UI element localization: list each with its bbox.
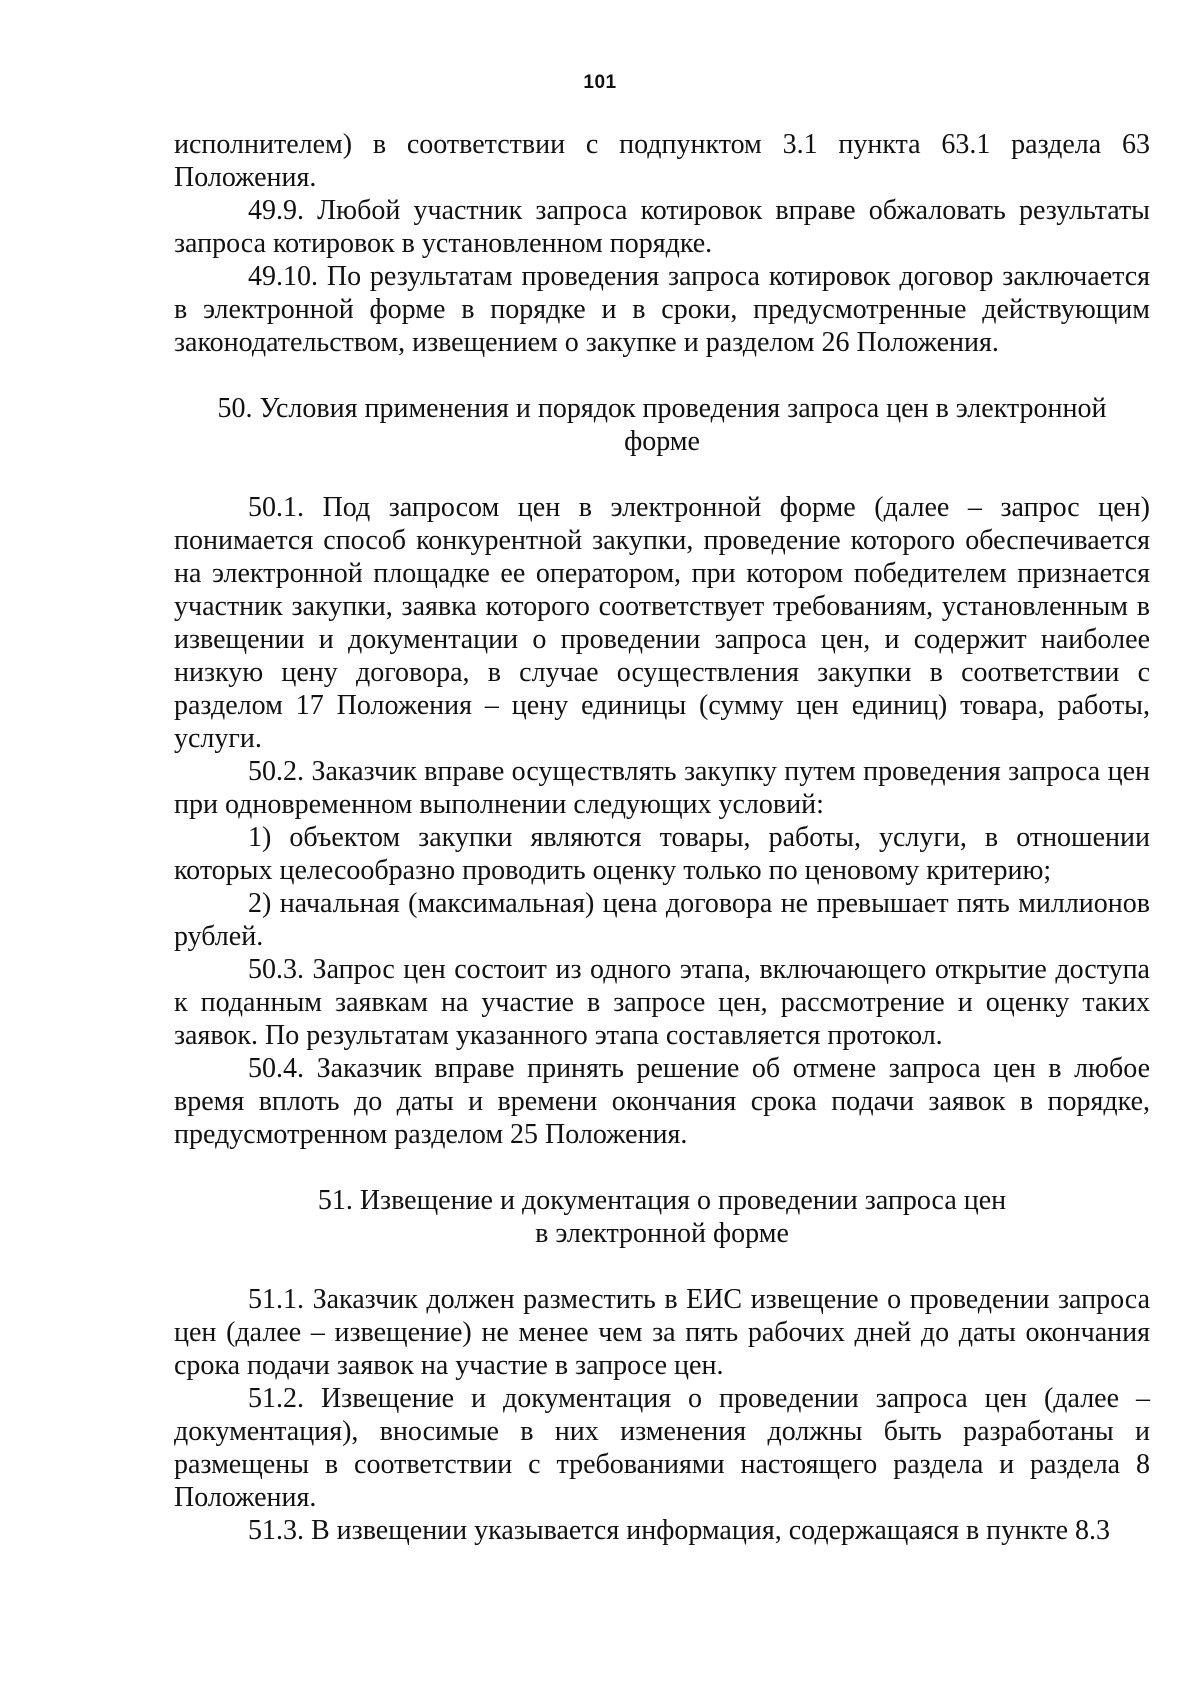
section-51-heading-line-2: в электронной форме	[535, 1218, 789, 1249]
paragraph-50-3: 50.3. Запрос цен состоит из одного этапа, включающего открытие доступа к поданным заявкам на участие в запросе цен, рассмотрение и оценку таких заявок. По результатам указанного этапа составляется протокол.	[174, 954, 1150, 1051]
paragraph-49-10: 49.10. По результатам проведения запроса котировок договор заключается в электронной форме в порядке и в сроки, предусмотренные действующим законодательством, извещением о закупке и разделом 26 Положения.	[174, 261, 1150, 358]
paragraph-51-2: 51.2. Извещение и документация о проведении запроса цен (далее – документация), вносимые в них изменения должны быть разработаны и размещены в соответствии с требованиями настоящего раздела и раздела 8 Положения.	[174, 1383, 1150, 1513]
section-50-heading-line-1: 50. Условия применения и порядок проведения запроса цен в электронной	[217, 393, 1107, 424]
paragraph-50-2: 50.2. Заказчик вправе осуществлять закупку путем проведения запроса цен при одновременном выполнении следующих условий:	[174, 756, 1150, 820]
paragraph-51-1: 51.1. Заказчик должен разместить в ЕИС извещение о проведении запроса цен (далее – извещение) не менее чем за пять рабочих дней до даты окончания срока подачи заявок на участие в запросе цен.	[174, 1284, 1150, 1381]
paragraph-50-4: 50.4. Заказчик вправе принять решение об отмене запроса цен в любое время вплоть до даты и времени окончания срока подачи заявок в порядке, предусмотренном разделом 25 Положения.	[174, 1053, 1150, 1150]
section-51-heading	[174, 1184, 1150, 1250]
paragraph-50-1: 50.1. Под запросом цен в электронной форме (далее – запрос цен) понимается способ конкурентной закупки, проведение которого обеспечивается на электронной площадке ее оператором, при котором победителем признается участник закупки, заявка которого соответствует требованиям, установленным в извещении и документации о проведении запроса цен, и содержит наиболее низкую цену договора, в случае осуществления закупки в соответствии с разделом 17 Положения – цену единицы (сумму цен единиц) товара, работы, услуги.	[174, 492, 1150, 754]
paragraph-50-2-item-1: 1) объектом закупки являются товары, работы, услуги, в отношении которых целесообразно проводить оценку только по ценовому критерию;	[174, 822, 1150, 886]
section-50-heading	[174, 392, 1150, 458]
paragraph-continuation: исполнителем) в соответствии с подпунктом 3.1 пункта 63.1 раздела 63 Положения.	[174, 129, 1150, 193]
page-number: 101	[583, 72, 617, 93]
paragraph-50-2-item-2: 2) начальная (максимальная) цена договора не превышает пять миллионов рублей.	[174, 888, 1150, 952]
section-51-heading-line-1: 51. Извещение и документация о проведении запроса цен	[317, 1185, 1007, 1216]
section-50-heading-line-2: форме	[624, 426, 700, 457]
paragraph-51-3: 51.3. В извещении указывается информация, содержащаяся в пункте 8.3	[248, 1515, 1111, 1546]
document-body	[174, 128, 1150, 1547]
paragraph-49-9: 49.9. Любой участник запроса котировок вправе обжаловать результаты запроса котировок в установленном порядке.	[174, 195, 1150, 259]
